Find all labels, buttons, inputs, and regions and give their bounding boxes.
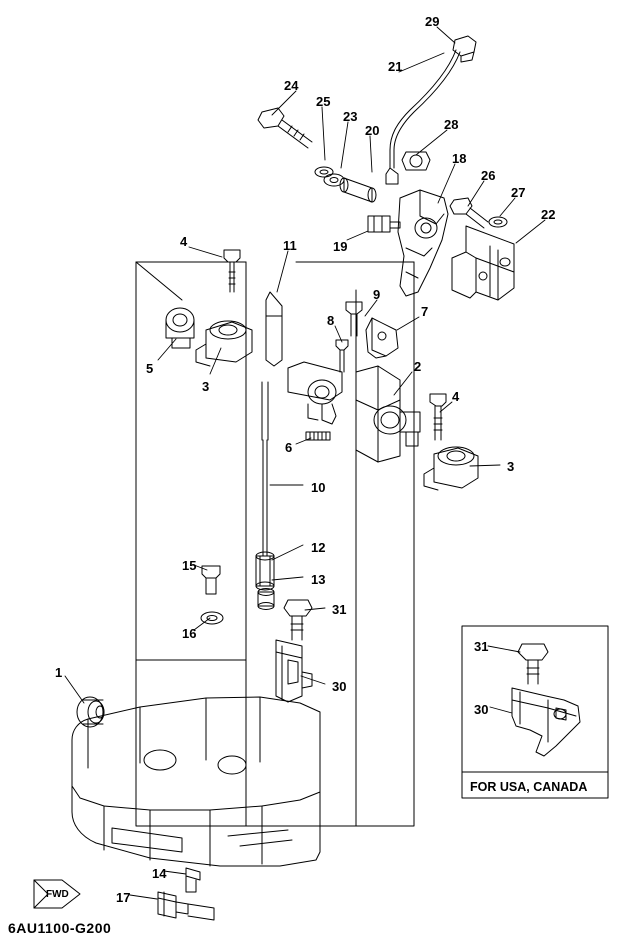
part-14-clip xyxy=(186,868,200,892)
inset-region-label: FOR USA, CANADA xyxy=(470,780,588,794)
callout-18: 18 xyxy=(452,151,467,166)
callout-16: 16 xyxy=(182,626,197,641)
part-27-washer xyxy=(489,217,507,227)
callout-5: 5 xyxy=(146,361,154,376)
part-26-screw xyxy=(450,198,488,228)
callout-17: 17 xyxy=(116,890,131,905)
callout-2: 2 xyxy=(414,359,422,374)
part-10-control-rod xyxy=(262,382,268,556)
part-15-bolt xyxy=(202,566,220,594)
callout-7: 7 xyxy=(421,304,429,319)
callout-27: 27 xyxy=(511,185,526,200)
part-4-bolt-left xyxy=(224,250,240,292)
part-5-bushing xyxy=(166,308,194,348)
part-17-clamp xyxy=(158,892,214,920)
callout-28: 28 xyxy=(444,117,459,132)
callout-20: 20 xyxy=(365,123,380,138)
callout-4-right: 4 xyxy=(452,389,460,404)
callout-23: 23 xyxy=(343,109,358,124)
callout-8: 8 xyxy=(327,313,335,328)
part-1-grommet xyxy=(77,697,104,727)
inset-part-30-bracket xyxy=(512,688,580,756)
callout-31-main: 31 xyxy=(332,602,347,617)
part-3-right-bracket xyxy=(424,447,478,490)
callout-12: 12 xyxy=(311,540,326,555)
callout-11: 11 xyxy=(283,238,297,253)
callout-1: 1 xyxy=(55,665,63,680)
rod-joint-assembly xyxy=(288,362,342,424)
callout-3-right: 3 xyxy=(507,459,515,474)
callout-13: 13 xyxy=(311,572,326,587)
diagram-part-code: 6AU1100-G200 xyxy=(8,920,112,936)
part-16-washer xyxy=(201,612,223,624)
callout-14: 14 xyxy=(152,866,167,881)
callout-3-left: 3 xyxy=(202,379,210,394)
lower-cowling-outline xyxy=(72,697,320,866)
fwd-direction-label: FWD xyxy=(46,889,69,900)
part-29-nut xyxy=(453,36,476,62)
part-2-throttle-cam xyxy=(356,366,420,462)
callout-19: 19 xyxy=(333,239,348,254)
callout-30-main: 30 xyxy=(332,679,347,694)
part-24-bolt xyxy=(258,108,312,148)
callout-21: 21 xyxy=(388,59,403,74)
part-3-upper-bracket xyxy=(196,321,252,366)
callout-15: 15 xyxy=(182,558,197,573)
part-6-pin xyxy=(306,432,330,440)
part-13-collar xyxy=(258,589,274,610)
inset-part-31-screw xyxy=(518,644,548,684)
part-4-bolt-right xyxy=(430,394,446,440)
part-12-bushing xyxy=(256,552,274,590)
callout-25: 25 xyxy=(316,94,331,109)
part-28-joint xyxy=(402,152,430,170)
callout-29: 29 xyxy=(425,14,440,29)
callout-30-inset: 30 xyxy=(474,702,489,717)
callout-9: 9 xyxy=(373,287,381,302)
callout-24: 24 xyxy=(284,78,299,93)
callout-31-inset: 31 xyxy=(474,639,489,654)
part-19-clip xyxy=(368,216,400,232)
callout-26: 26 xyxy=(481,168,496,183)
part-20-bushing xyxy=(340,178,376,202)
part-31-screw-main xyxy=(284,600,312,640)
part-7-link-plate xyxy=(366,318,398,358)
part-8-screw xyxy=(336,340,348,372)
callout-22: 22 xyxy=(541,207,556,222)
callout-10: 10 xyxy=(311,480,326,495)
part-22-mount-bracket xyxy=(452,226,514,300)
part-9-screw xyxy=(346,302,362,336)
callout-6: 6 xyxy=(285,440,293,455)
callout-4-left: 4 xyxy=(180,234,188,249)
part-30-bracket-main xyxy=(276,640,312,702)
part-25-washer xyxy=(315,167,333,177)
part-11-lever xyxy=(266,292,282,366)
part-18-lever-assembly xyxy=(398,190,448,296)
leader-lines xyxy=(65,27,545,899)
